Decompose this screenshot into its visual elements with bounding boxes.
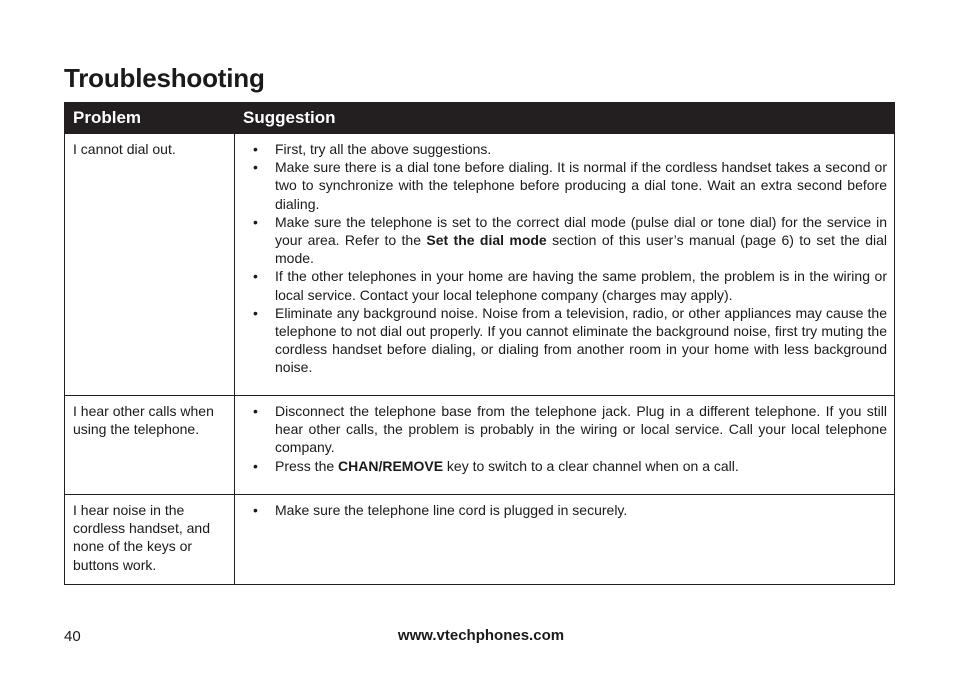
suggestion-text: If the other telephones in your home are having the same problem, the problem is in the wiring or local service. Contact your local telephone company (charges may apply). bbox=[275, 268, 887, 303]
suggestion-text: Eliminate any background noise. Noise from a television, radio, or other appliances may cause the telephone to not dial out properly. If you cannot eliminate the background noise, first try muting the cordless handset before dialing, or dialing from another room in your home with less background noise. bbox=[275, 304, 887, 376]
bullet-icon: • bbox=[253, 502, 258, 518]
page-title: Troubleshooting bbox=[64, 63, 265, 93]
bullet-icon: • bbox=[253, 159, 258, 176]
suggestion-cell bbox=[235, 495, 895, 585]
suggestion-text: Press the bbox=[275, 457, 339, 474]
header-suggestion: Suggestion bbox=[235, 103, 895, 134]
list-item bbox=[243, 501, 887, 519]
troubleshooting-table bbox=[64, 102, 895, 585]
problem-cell: I hear noise in the cordless handset, and none of the keys or buttons work. bbox=[65, 495, 235, 585]
list-item bbox=[243, 304, 887, 377]
bullet-icon: • bbox=[253, 403, 258, 419]
list-item bbox=[243, 140, 887, 158]
bullet-icon: • bbox=[253, 213, 258, 230]
suggestion-cell bbox=[235, 396, 895, 495]
header-problem: Problem bbox=[65, 103, 235, 134]
table-row bbox=[65, 495, 895, 585]
table-header-row bbox=[65, 103, 895, 134]
list-item bbox=[243, 457, 887, 475]
list-item bbox=[243, 158, 887, 213]
page-number: 40 bbox=[64, 628, 81, 645]
key-name: CHAN/REMOVE bbox=[338, 457, 444, 474]
table-row bbox=[65, 396, 895, 495]
bullet-icon: • bbox=[253, 304, 258, 321]
suggestion-cell bbox=[235, 134, 895, 396]
problem-cell: I cannot dial out. bbox=[65, 134, 235, 396]
section-reference: Set the dial mode bbox=[426, 232, 547, 249]
list-item bbox=[243, 402, 887, 457]
list-item bbox=[243, 267, 887, 303]
suggestion-list bbox=[243, 140, 887, 377]
suggestion-text: Make sure the telephone line cord is plugged in securely. bbox=[275, 502, 628, 518]
problem-cell: I hear other calls when using the telephone. bbox=[65, 396, 235, 495]
bullet-icon: • bbox=[253, 268, 258, 285]
suggestion-text: Make sure there is a dial tone before dialing. It is normal if the cordless handset takes a second or two to synchronize with the telephone before producing a dial tone. Wait an extra second before dialing. bbox=[275, 159, 887, 212]
footer-url: www.vtechphones.com bbox=[397, 627, 565, 644]
suggestion-text: key to switch to a clear channel when on a call. bbox=[443, 457, 739, 474]
suggestion-text: Make sure the telephone is set to the correct dial mode (pulse dial or tone dial) for the service in your area. Refer to the bbox=[275, 213, 887, 249]
suggestion-text: Disconnect the telephone base from the telephone jack. Plug in a different telephone. If you still hear other calls, the problem is probably in the wiring or local service. Call your local telephone company. bbox=[275, 403, 887, 456]
list-item bbox=[243, 213, 887, 268]
table-row bbox=[65, 134, 895, 396]
suggestion-text: First, try all the above suggestions. bbox=[275, 141, 492, 157]
bullet-icon: • bbox=[253, 457, 258, 474]
suggestion-list bbox=[243, 501, 887, 519]
bullet-icon: • bbox=[253, 141, 258, 157]
suggestion-list bbox=[243, 402, 887, 475]
suggestion-text: section of this user’s manual (page 6) to set the dial mode. bbox=[275, 232, 888, 267]
